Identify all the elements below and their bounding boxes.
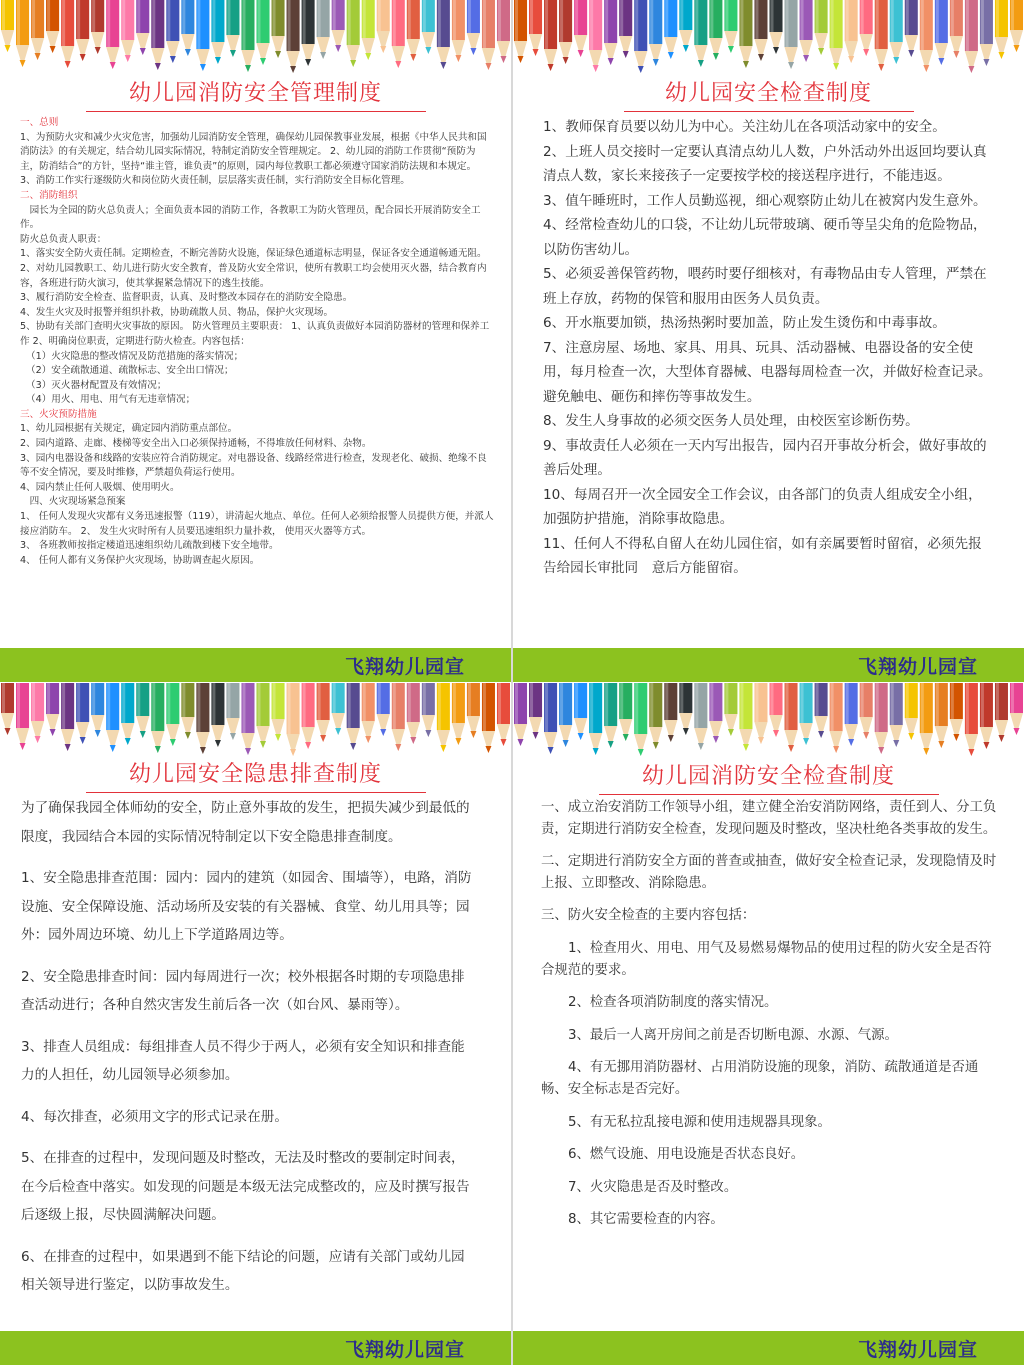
pencil-icon bbox=[815, 0, 828, 55]
paragraph: 5、协助有关部门查明火灾事故的原因。 防火管理员主要职责： 1、认真负责做好本园消防器材的管理和保养工作 2、明确岗位职责，定期进行防火检查。内容包括： bbox=[20, 321, 490, 347]
pencil-icon bbox=[694, 0, 707, 67]
pencil-icon bbox=[950, 0, 963, 58]
pencil-icon bbox=[76, 0, 89, 61]
pencil-icon bbox=[76, 683, 89, 744]
paragraph: 1、安全隐患排查范围：园内：园内的建筑（如园舍、围墙等），电路，消防设施、安全保障设施、活动场所及安装的有关器械、食堂、幼儿用具等；园外：园外周边环境、幼儿上下学道路周边等。 bbox=[21, 870, 472, 943]
title-text: 幼儿园消防安全管理制度 bbox=[128, 81, 382, 106]
panel-hazard-check bbox=[0, 683, 511, 1365]
paragraph: 二、消防组织 bbox=[20, 189, 78, 201]
pencil-icon bbox=[995, 683, 1008, 742]
pencil-icon bbox=[437, 683, 450, 752]
pencil-icon bbox=[166, 683, 179, 746]
pencil-icon bbox=[574, 0, 587, 57]
paragraph: 防火总负责人职责： bbox=[20, 233, 107, 245]
paragraph: 1、落实安全防火责任制。定期检查，不断完善防火设施，保证绿色通道标志明显，保证各安全通道畅通无阻。 bbox=[20, 248, 487, 260]
pencil-icon bbox=[211, 0, 224, 64]
pencil-icon bbox=[529, 0, 542, 56]
pencil-icon bbox=[604, 683, 617, 748]
paragraph: 一、成立治安消防工作领导小组，建立健全治安消防网络，责任到人、分工负责，定期进行消防安全检查，发现问题及时整改，坚决杜绝各类事故的发生。 bbox=[541, 800, 997, 837]
pencil-icon bbox=[151, 683, 164, 753]
pencil-icon bbox=[634, 0, 647, 73]
paragraph: 4、有无挪用消防器材、占用消防设施的现象，消防、疏散通道是否通畅、安全标志是否完好。 bbox=[541, 1060, 979, 1097]
title-text: 幼儿园安全检查制度 bbox=[664, 81, 872, 106]
pencil-icon bbox=[91, 683, 104, 737]
pencil-icon bbox=[514, 0, 527, 63]
pencil-icon bbox=[845, 683, 858, 746]
pencil-icon bbox=[905, 0, 918, 57]
footer-bar bbox=[513, 1331, 1024, 1365]
pencil-icon bbox=[467, 683, 480, 738]
pencil-icon bbox=[377, 683, 390, 736]
pencil-icon bbox=[332, 0, 345, 52]
paragraph: 3、园内电器设备和线路的安装应符合消防规定。对电器设备、线路经常进行检查，发现老化、破损、绝缘不良等不安全情况，要及时维修，严禁超负荷运行使用。 bbox=[20, 452, 487, 479]
pencil-icon bbox=[649, 683, 662, 749]
pencil-icon bbox=[136, 0, 149, 55]
pencil-icon bbox=[196, 0, 209, 71]
pencil-icon bbox=[860, 683, 873, 739]
pencil-icon bbox=[664, 683, 677, 742]
pencil-icon bbox=[905, 683, 918, 740]
title-underline bbox=[86, 111, 426, 112]
pencil-icon bbox=[241, 0, 254, 72]
pencil-icon bbox=[649, 0, 662, 66]
paragraph: 三、防火安全检查的主要内容包括： bbox=[541, 908, 756, 924]
paragraph: 4、经常检查幼儿的口袋，不让幼儿玩带玻璃、硬币等呈尖角的危险物品，以防伤害幼儿。 bbox=[543, 217, 987, 258]
pencil-icon bbox=[226, 683, 239, 740]
pencil-banner bbox=[513, 0, 1024, 80]
pencil-icon bbox=[166, 0, 179, 63]
panel-title bbox=[0, 76, 511, 112]
pencil-icon bbox=[257, 683, 270, 748]
paragraph: 7、火灾隐患是否及时整改。 bbox=[568, 1179, 738, 1195]
pencil-icon bbox=[46, 0, 59, 53]
paragraph: （4）用火、用电、用气有无违章情况； bbox=[26, 394, 196, 406]
pencil-icon bbox=[965, 0, 978, 73]
pencil-icon bbox=[709, 683, 722, 743]
pencil-icon bbox=[16, 0, 29, 67]
pencil-icon bbox=[362, 683, 375, 743]
pencil-icon bbox=[995, 0, 1008, 59]
pencil-icon bbox=[61, 683, 74, 751]
pencil-icon bbox=[890, 683, 903, 747]
pencil-icon bbox=[317, 683, 330, 742]
paragraph: （2）安全疏散通道、疏散标志、安全出口情况； bbox=[26, 365, 234, 377]
pencil-icon bbox=[529, 683, 542, 739]
pencil-icon bbox=[544, 683, 557, 754]
paragraph: 2、上班人员交接时一定要认真清点幼儿人数，户外活动外出返回均要认真清点人数，家长来接孩子一定要按学校的接送程序进行，不能违返。 bbox=[543, 143, 987, 184]
paragraph: 6、开水瓶要加锁，热汤热粥时要加盖，防止发生烫伤和中毒事故。 bbox=[543, 315, 946, 331]
paragraph: 4、 任何人都有义务保护火灾现场，协助调查起火原因。 bbox=[20, 554, 260, 566]
pencil-icon bbox=[452, 0, 465, 62]
pencil-icon bbox=[815, 683, 828, 738]
panel-body bbox=[20, 116, 494, 568]
pencil-icon bbox=[482, 0, 495, 70]
paragraph: 四、火灾现场紧急预案 bbox=[20, 496, 126, 508]
pencil-icon bbox=[257, 0, 270, 65]
pencil-icon bbox=[181, 683, 194, 739]
pencil-icon bbox=[302, 0, 315, 66]
pencil-icon bbox=[890, 0, 903, 64]
pencil-icon bbox=[467, 0, 480, 55]
pencil-icon bbox=[830, 0, 843, 70]
pencil-icon bbox=[121, 683, 134, 745]
title-text: 幼儿园安全隐患排查制度 bbox=[128, 762, 382, 787]
pencil-icon bbox=[694, 683, 707, 750]
pencil-icon bbox=[362, 0, 375, 60]
pencil-icon bbox=[679, 0, 692, 52]
paragraph: （3）灭火器材配置及有效情况； bbox=[26, 379, 167, 391]
pencil-icon bbox=[709, 0, 722, 60]
pencil-icon bbox=[377, 0, 390, 53]
pencil-icon bbox=[332, 683, 345, 735]
footer-text: 飞翔幼儿园宣 bbox=[344, 1339, 465, 1361]
pencil-icon bbox=[287, 0, 300, 73]
pencil-icon bbox=[196, 683, 209, 754]
pencil-icon bbox=[497, 0, 510, 63]
pencil-icon bbox=[770, 683, 783, 737]
pencil-banner bbox=[0, 683, 511, 763]
pencil-icon bbox=[16, 683, 29, 750]
pencil-icon bbox=[920, 683, 933, 755]
pencil-icon bbox=[589, 683, 602, 755]
pencil-icon bbox=[347, 0, 360, 67]
pencil-icon bbox=[754, 683, 767, 744]
pencil-icon bbox=[272, 0, 285, 58]
paragraph: 1、检查用火、用电、用气及易燃易爆物品的使用过程的防火安全是否符合规范的要求。 bbox=[541, 940, 992, 978]
panel-title bbox=[0, 757, 511, 793]
paragraph: 三、火灾预防措施 bbox=[20, 408, 97, 420]
paragraph: 7、注意房屋、场地、家具、用具、玩具、活动器械、电器设备的安全使用，每月检查一次，大型体育器械、电器每周检查一次，并做好检查记录。避免触电、砸伤和摔伤等事故发生。 bbox=[543, 339, 992, 405]
pencil-icon bbox=[136, 683, 149, 738]
pencil-icon bbox=[407, 0, 420, 61]
pencil-icon bbox=[1, 683, 14, 735]
panel-body bbox=[21, 794, 475, 1313]
paragraph: 一、总则 bbox=[20, 117, 59, 128]
pencil-icon bbox=[226, 0, 239, 57]
paragraph: 6、在排查的过程中，如果遇到不能下结论的问题，应请有关部门或幼儿园相关领导进行鉴定，以防事故发生。 bbox=[21, 1248, 465, 1293]
pencil-icon bbox=[604, 0, 617, 65]
pencil-icon bbox=[950, 683, 963, 741]
paragraph: 11、任何人不得私自留人在幼儿园住宿，如有亲属要暂时留宿，必须先报告给园长审批同 意后方能留宿。 bbox=[543, 535, 982, 576]
paragraph: 3、最后一人离开房间之前是否切断电源、水源、气源。 bbox=[568, 1027, 898, 1043]
paragraph: 2、对幼儿园教职工、幼儿进行防火安全教育，普及防火安全常识，使所有教职工均会使用灭火器，结合教育内容，各班进行防火演习，使其掌握紧急情况下的逃生技能。 bbox=[20, 262, 487, 289]
pencil-icon bbox=[422, 683, 435, 737]
paragraph: 9、事故责任人必须在一天内写出报告，园内召开事故分析会，做好事故的善后处理。 bbox=[543, 437, 987, 478]
paragraph: 4、园内禁止任何人吸烟、使用明火。 bbox=[20, 481, 180, 493]
pencil-icon bbox=[514, 683, 527, 746]
pencil-icon bbox=[739, 683, 752, 751]
pencil-icon bbox=[31, 683, 44, 743]
pencil-icon bbox=[860, 0, 873, 56]
pencil-icon bbox=[559, 0, 572, 64]
paragraph: 6、燃气设施、用电设施是否状态良好。 bbox=[568, 1147, 805, 1163]
pencil-icon bbox=[980, 0, 993, 66]
pencil-icon bbox=[151, 0, 164, 70]
pencil-icon bbox=[664, 0, 677, 59]
pencil-icon bbox=[61, 0, 74, 68]
paragraph: 园长为全园的防火总负责人；全面负责本园的消防工作，各教职工为防火管理员，配合园长开展消防安全工作。 bbox=[20, 204, 481, 231]
pencil-icon bbox=[392, 683, 405, 751]
pencil-icon bbox=[407, 683, 420, 744]
footer-bar bbox=[0, 1331, 511, 1365]
paragraph: 5、有无私拉乱接电源和使用违规器具现象。 bbox=[568, 1114, 831, 1130]
pencil-icon bbox=[1, 0, 14, 52]
pencil-icon bbox=[272, 683, 285, 741]
pencil-icon bbox=[121, 0, 134, 62]
panel-safety-inspection bbox=[513, 0, 1024, 682]
paragraph: 5、在排查的过程中，发现问题及时整改，无法及时整改的要制定时间表，在今后检查中落实。如发现的问题是本级无法完成整改的，应及时撰写报告后逐级上报，尽快圆满解决问题。 bbox=[21, 1150, 470, 1223]
pencil-icon bbox=[392, 0, 405, 68]
paragraph: 3、履行消防安全检查、监督职责，认真、及时整改本园存在的消防安全隐患。 bbox=[20, 292, 353, 304]
pencil-icon bbox=[800, 0, 813, 62]
pencil-icon bbox=[1010, 0, 1023, 52]
paragraph: 8、发生人身事故的必须交医务人员处理，由校医室诊断伤势。 bbox=[543, 413, 919, 429]
title-underline bbox=[624, 111, 914, 112]
pencil-icon bbox=[724, 683, 737, 736]
paragraph: 2、检查各项消防制度的落实情况。 bbox=[568, 995, 778, 1011]
pencil-icon bbox=[31, 0, 44, 60]
paragraph: 4、每次排查，必须用文字的形式记录在册。 bbox=[21, 1108, 288, 1125]
pencil-icon bbox=[619, 683, 632, 741]
footer-bar bbox=[0, 648, 511, 682]
panel-title bbox=[513, 76, 1024, 112]
paragraph: 3、消防工作实行逐级防火和岗位防火责任制，层层落实责任制，实行消防安全目标化管理。 bbox=[20, 175, 410, 187]
paragraph: （1）火灾隐患的整改情况及防范措施的落实情况； bbox=[26, 350, 244, 362]
pencil-icon bbox=[619, 0, 632, 58]
pencil-icon bbox=[935, 683, 948, 748]
pencil-icon bbox=[437, 0, 450, 69]
pencil-icon bbox=[317, 0, 330, 59]
pencil-icon bbox=[287, 683, 300, 756]
title-text: 幼儿园消防安全检查制度 bbox=[641, 764, 895, 789]
paragraph: 1、 任何人发现火灾都有义务迅速报警（119），讲清起火地点、单位。任何人必须给报警人员提供方便，并派人接应消防车。 2、 发生火灾时所有人员要迅速组织力量扑救， 使用灭火器等方式。 bbox=[20, 511, 494, 537]
paragraph: 3、 各班教师按指定楼道迅速组织幼儿疏散到楼下安全地带。 bbox=[20, 540, 279, 552]
pencil-icon bbox=[589, 0, 602, 72]
pencil-icon bbox=[724, 0, 737, 53]
pencil-icon bbox=[965, 683, 978, 756]
pencil-icon bbox=[980, 683, 993, 749]
paragraph: 5、必须妥善保管药物，喂药时要仔细核对，有毒物品由专人管理，严禁在班上存放，药物的保管和服用由医务人员负责。 bbox=[543, 266, 987, 307]
footer-text: 飞翔幼儿园宣 bbox=[857, 656, 978, 678]
paragraph: 二、定期进行消防安全方面的普查或抽查，做好安全检查记录，发现隐情及时上报、立即整改、消除隐患。 bbox=[541, 854, 997, 891]
pencil-icon bbox=[302, 683, 315, 749]
pencil-icon bbox=[875, 683, 888, 754]
paragraph: 1、为预防火灾和减少火灾危害，加强幼儿园消防安全管理，确保幼儿园保教事业发展，根据《中华人民共和国消防法》的有关规定，结合幼儿园实际情况，特制定消防安全管理规定。 2、幼儿园的消防工作贯彻“预防为主，防消结合”的方针，坚持“谁主管，谁负责”的原则，园内每位教职工都必须遵守国家消防法规和本规定。 bbox=[20, 131, 487, 172]
pencil-icon bbox=[106, 683, 119, 752]
pencil-icon bbox=[935, 0, 948, 65]
pencil-icon bbox=[347, 683, 360, 750]
pencil-icon bbox=[739, 0, 752, 68]
pencil-icon bbox=[875, 0, 888, 71]
pencil-icon bbox=[91, 0, 104, 54]
pencil-icon bbox=[422, 0, 435, 54]
paragraph: 为了确保我园全体师幼的安全，防止意外事故的发生，把损失减少到最低的限度，我园结合本园的实际情况特制定以下安全隐患排查制度。 bbox=[21, 800, 470, 845]
panel-body bbox=[541, 797, 1001, 1242]
paragraph: 2、园内道路、走廊、楼梯等安全出入口必须保持通畅，不得堆放任何材料、杂物。 bbox=[20, 438, 372, 450]
panel-body bbox=[543, 115, 993, 581]
pencil-icon bbox=[920, 0, 933, 72]
pencil-icon bbox=[452, 683, 465, 745]
pencil-icon bbox=[181, 0, 194, 56]
pencil-icon bbox=[559, 683, 572, 747]
pencil-icon bbox=[754, 0, 767, 61]
pencil-icon bbox=[785, 0, 798, 69]
pencil-icon bbox=[497, 683, 510, 746]
pencil-icon bbox=[106, 0, 119, 69]
pencil-icon bbox=[46, 683, 59, 736]
title-underline bbox=[86, 792, 426, 793]
pencil-icon bbox=[634, 683, 647, 756]
footer-text: 飞翔幼儿园宣 bbox=[344, 656, 465, 678]
pencil-icon bbox=[845, 0, 858, 63]
pencil-banner bbox=[513, 683, 1024, 763]
pencil-icon bbox=[544, 0, 557, 71]
pencil-icon bbox=[800, 683, 813, 745]
paragraph: 8、其它需要检查的内容。 bbox=[568, 1212, 724, 1228]
pencil-icon bbox=[482, 683, 495, 753]
pencil-icon bbox=[679, 683, 692, 735]
paragraph: 2、安全隐患排查时间：园内每周进行一次；校外根据各时期的专项隐患排查活动进行；各种自然灾害发生前后各一次（如台风、暴雨等）。 bbox=[21, 968, 465, 1013]
pencil-icon bbox=[770, 0, 783, 54]
pencil-banner bbox=[0, 0, 511, 80]
paragraph: 3、值午睡班时，工作人员勤巡视，细心观察防止幼儿在被窝内发生意外。 bbox=[543, 192, 987, 209]
paragraph: 3、排查人员组成：每组排查人员不得少于两人，必须有安全知识和排查能力的人担任，幼儿园领导必须参加。 bbox=[21, 1038, 465, 1083]
paragraph: 1、幼儿园根据有关规定，确定园内消防重点部位。 bbox=[20, 423, 238, 435]
footer-bar bbox=[513, 648, 1024, 682]
title-underline bbox=[599, 794, 939, 795]
pencil-icon bbox=[211, 683, 224, 747]
panel-fire-safety-management bbox=[0, 0, 511, 682]
pencil-icon bbox=[785, 683, 798, 752]
pencil-icon bbox=[574, 683, 587, 740]
pencil-icon bbox=[241, 683, 254, 755]
panel-title bbox=[513, 759, 1024, 795]
pencil-icon bbox=[1010, 683, 1023, 735]
panel-fire-safety-inspection bbox=[513, 683, 1024, 1365]
footer-text: 飞翔幼儿园宣 bbox=[857, 1339, 978, 1361]
pencil-icon bbox=[830, 683, 843, 753]
paragraph: 1、教师保育员要以幼儿为中心。关注幼儿在各项活动家中的安全。 bbox=[543, 119, 946, 135]
paragraph: 4、发生火灾及时报警并组织扑救，协助疏散人员、物品，保护火灾现场。 bbox=[20, 306, 334, 318]
paragraph: 10、每周召开一次全园安全工作会议，由各部门的负责人组成安全小组，加强防护措施，消除事故隐患。 bbox=[543, 486, 982, 527]
